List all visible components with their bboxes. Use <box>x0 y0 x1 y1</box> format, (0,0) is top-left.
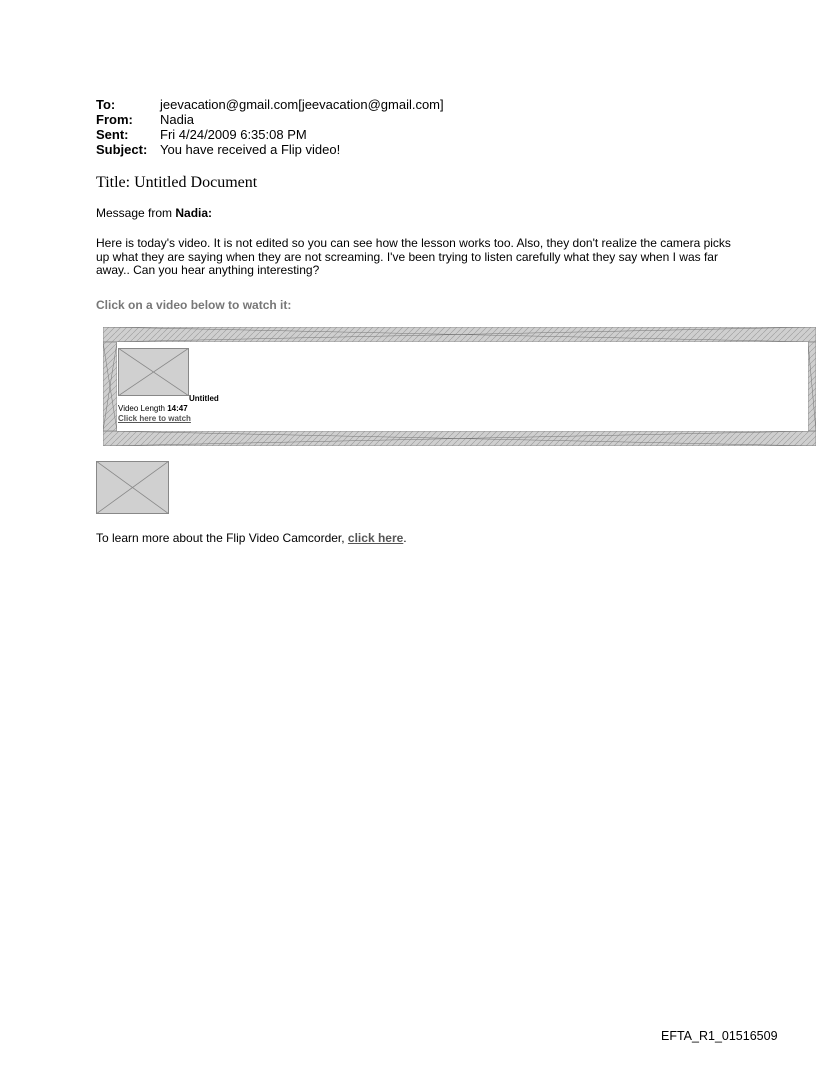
video-frame <box>103 327 816 446</box>
from-label: From: <box>96 112 133 127</box>
document-title: Title: Untitled Document <box>96 174 258 191</box>
learn-more-suffix: . <box>403 531 407 545</box>
learn-more <box>96 531 407 545</box>
click-video-heading: Click on a video below to watch it: <box>96 298 292 312</box>
sent-label: Sent: <box>96 127 129 142</box>
from-row <box>96 112 194 127</box>
flip-logo-image[interactable] <box>96 461 169 514</box>
learn-more-prefix: To learn more about the Flip Video Camcorder, <box>96 531 348 545</box>
video-thumbnail[interactable] <box>118 348 189 396</box>
from-value: Nadia <box>160 112 194 127</box>
document-id: EFTA_R1_01516509 <box>661 1029 778 1043</box>
subject-label: Subject: <box>96 142 148 157</box>
to-row <box>96 97 444 112</box>
message-from <box>96 206 212 220</box>
video-length <box>118 404 188 413</box>
watch-video-link[interactable]: Click here to watch <box>118 414 191 423</box>
sent-value: Fri 4/24/2009 6:35:08 PM <box>160 127 307 142</box>
to-value: jeevacation@gmail.com[jeevacation@gmail.com] <box>160 97 444 112</box>
subject-row <box>96 142 340 157</box>
to-label: To: <box>96 97 116 112</box>
frame-border-image <box>103 327 816 446</box>
video-title: Untitled <box>189 394 219 403</box>
learn-more-link[interactable]: click here <box>347 531 404 545</box>
message-from-name: Nadia: <box>175 206 213 220</box>
message-from-prefix: Message from <box>96 206 176 220</box>
video-length-label: Video Length <box>118 404 168 413</box>
video-length-value: 14:47 <box>167 404 188 413</box>
sent-row <box>96 127 307 142</box>
subject-value: You have received a Flip video! <box>160 142 341 157</box>
message-body: Here is today's video. It is not edited so you can see how the lesson works too. Also, they don't realize the camera picks up what they are saying when they are not screaming. I've been trying to listen carefully what they say when I was far away.. Can you hear anything interesting? <box>96 236 731 277</box>
